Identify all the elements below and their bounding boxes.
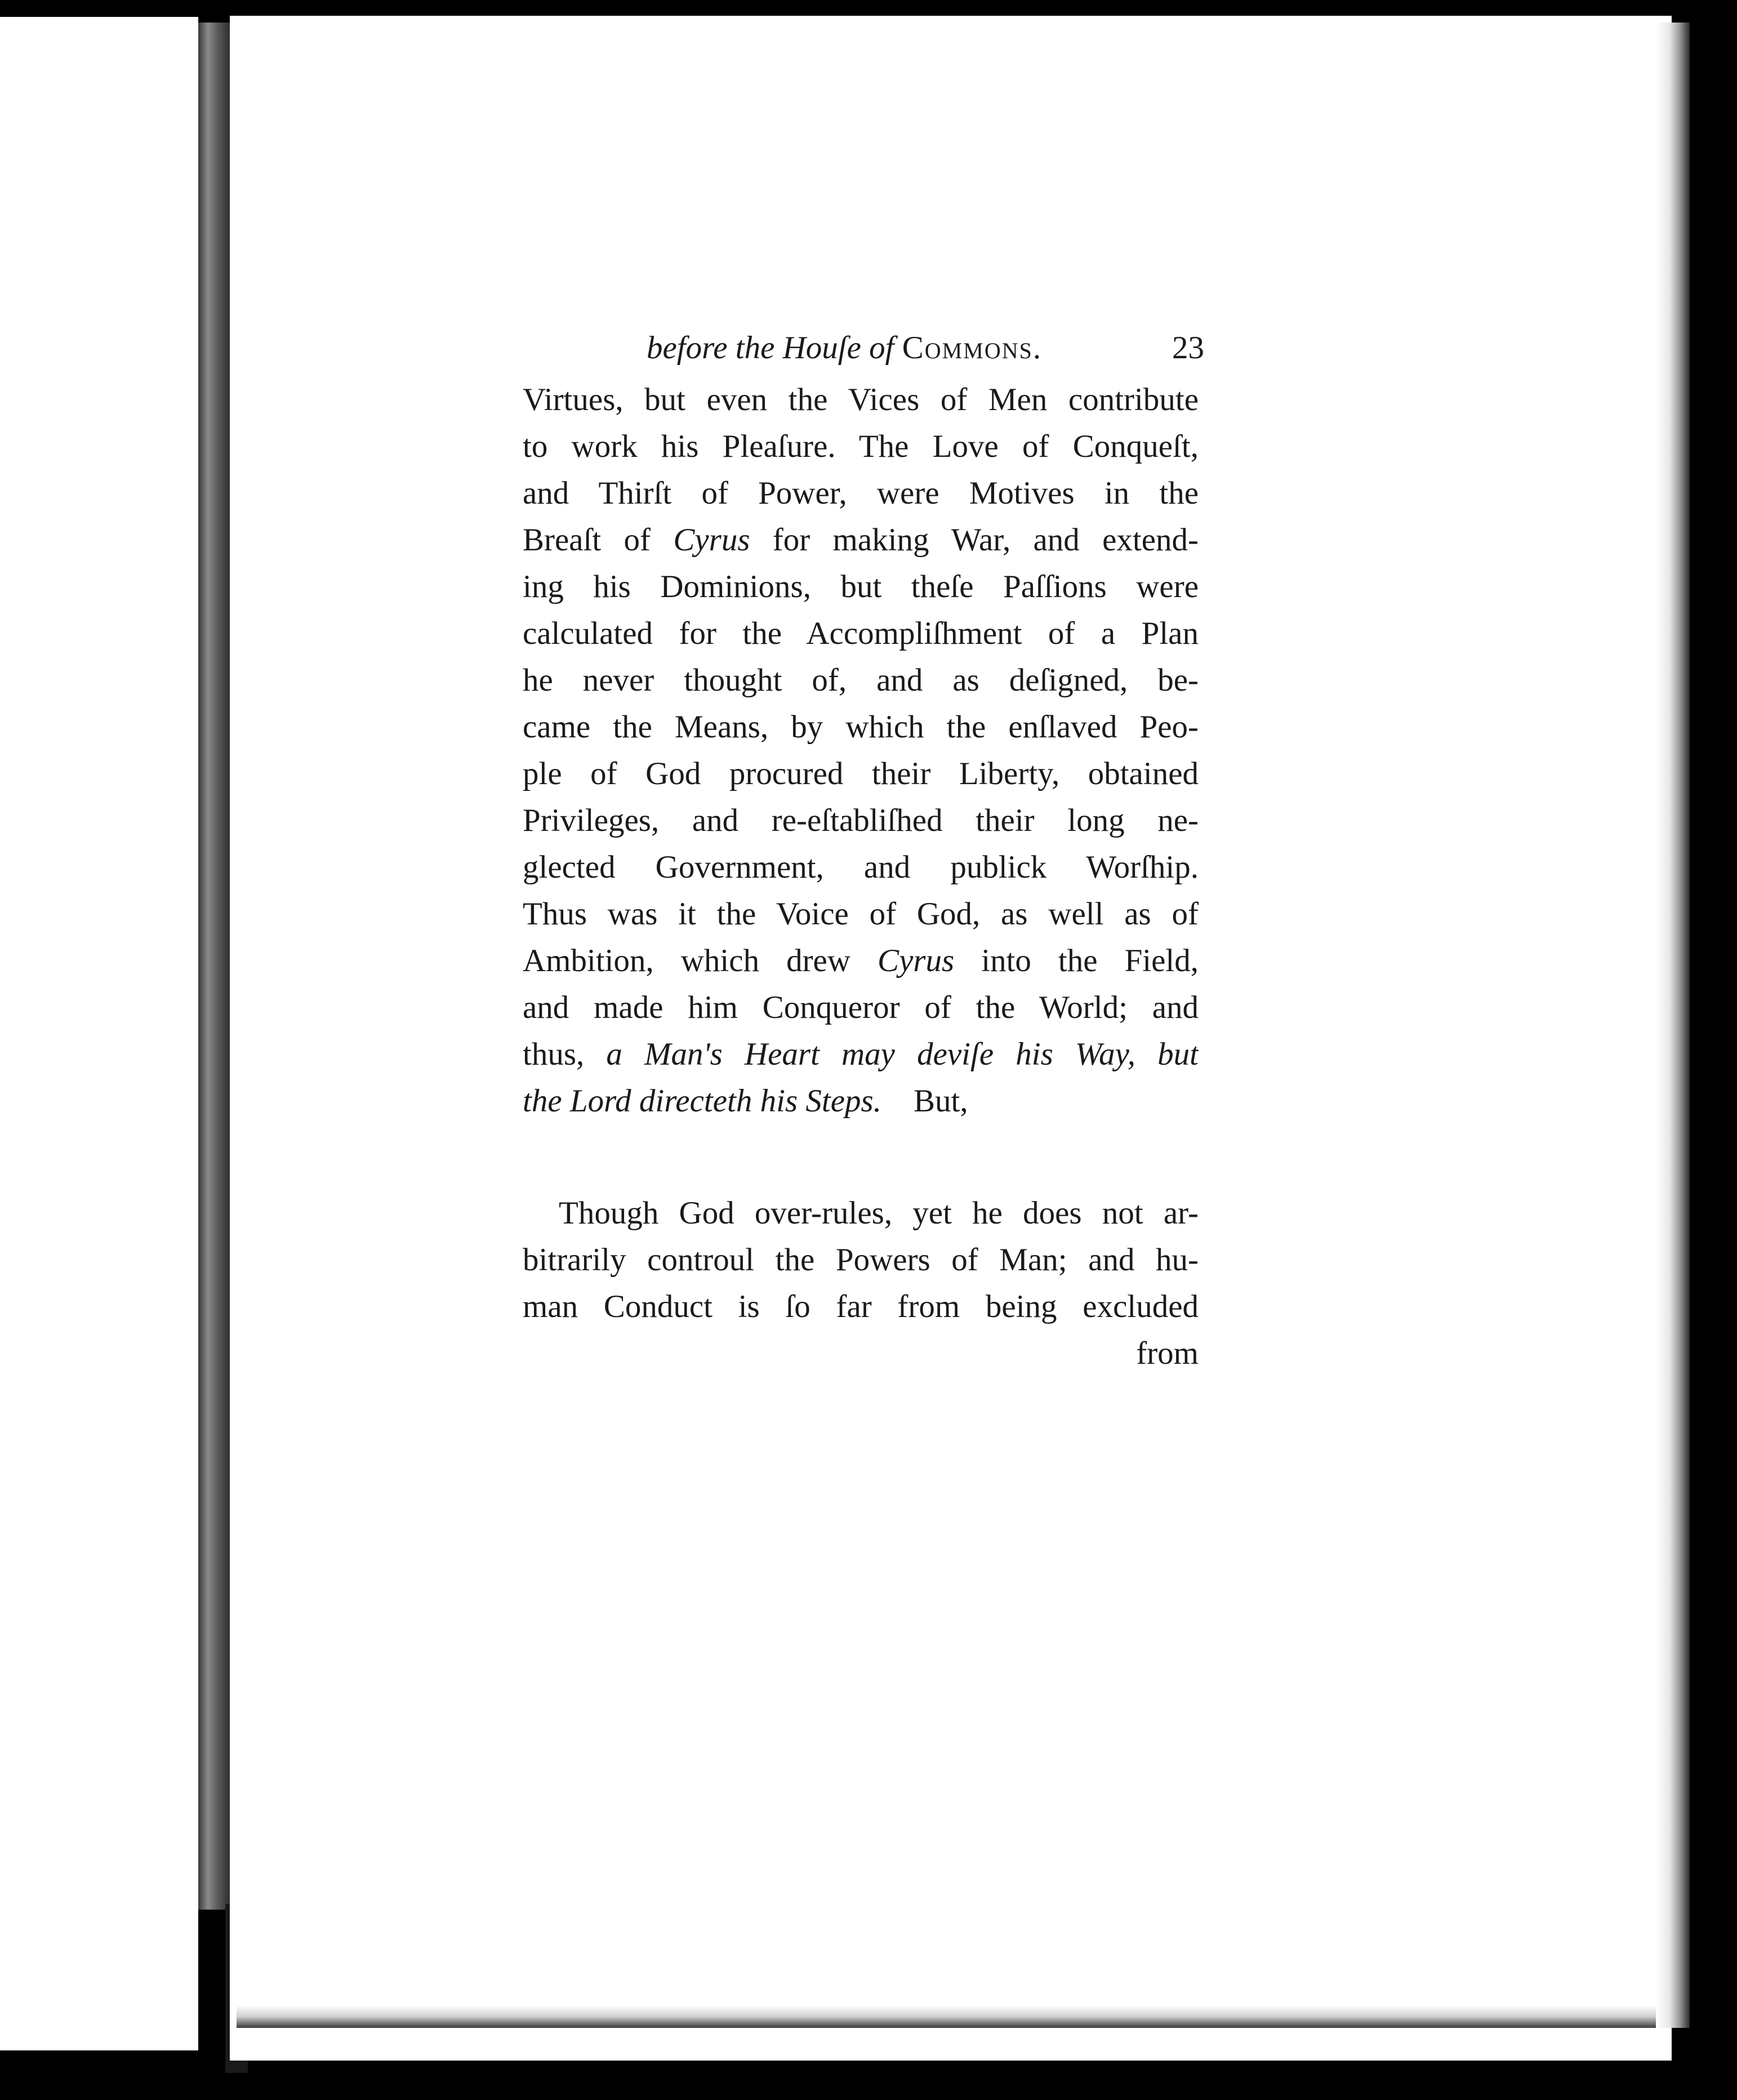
text-line: and made him Conqueror of the World; and — [523, 990, 1199, 1025]
running-title-caps: Commons. — [902, 330, 1043, 366]
text-run: thus, — [523, 1036, 607, 1072]
book-gutter — [198, 23, 231, 1910]
text-line: bitrarily controul the Powers of Man; and hu- — [523, 1242, 1199, 1278]
running-title: before the Houſe of — [647, 330, 894, 366]
text-line: Thus was it the Voice of God, as well as of — [523, 896, 1199, 932]
paragraph-1 — [523, 376, 1199, 1124]
text-run: into the Field, — [954, 943, 1199, 978]
text-line: glected Government, and publick Worſhip. — [523, 849, 1199, 885]
text-line — [523, 1031, 1199, 1078]
text-line: and Thirſt of Power, were Motives in the — [523, 475, 1199, 511]
text-run: But, — [881, 1083, 968, 1119]
italic-run: Cyrus — [673, 522, 750, 558]
text-run: Breaſt of — [523, 522, 674, 558]
left-page — [0, 17, 198, 2050]
text-line: ing his Dominions, but theſe Paſſions were — [523, 569, 1199, 604]
page-bottom-edge — [237, 2005, 1656, 2028]
text-line: came the Means, by which the enſlaved Peo- — [523, 709, 1199, 745]
text-line: man Conduct is ſo far from being excluded — [523, 1289, 1199, 1324]
text-line — [523, 1078, 1199, 1124]
text-line: Privileges, and re-eſtabliſhed their long ne- — [523, 803, 1199, 838]
italic-run: the Lord directeth his Steps. — [523, 1083, 881, 1119]
text-line: he never thought of, and as deſigned, be- — [523, 662, 1199, 698]
running-header — [647, 330, 1204, 366]
text-line — [523, 937, 1199, 984]
text-line: to work his Pleaſure. The Love of Conqueſt, — [523, 429, 1199, 464]
page-number: 23 — [1172, 330, 1204, 366]
text-run: for making War, and extend- — [750, 522, 1199, 558]
catchword: from — [1136, 1336, 1199, 1371]
text-line: Virtues, but even the Vices of Men contribute — [523, 382, 1199, 417]
italic-run: Cyrus — [878, 943, 955, 978]
text-run: Ambition, which drew — [523, 943, 878, 978]
text-line: Though God over-rules, yet he does not ar- — [559, 1195, 1199, 1231]
text-line: calculated for the Accompliſhment of a Plan — [523, 616, 1199, 651]
paragraph-2 — [523, 1190, 1199, 1377]
text-line: ple of God procured their Liberty, obtained — [523, 756, 1199, 791]
text-line — [523, 517, 1199, 563]
page-edge — [1656, 23, 1690, 2028]
italic-run: a Man's Heart may deviſe his Way, but — [606, 1036, 1199, 1072]
